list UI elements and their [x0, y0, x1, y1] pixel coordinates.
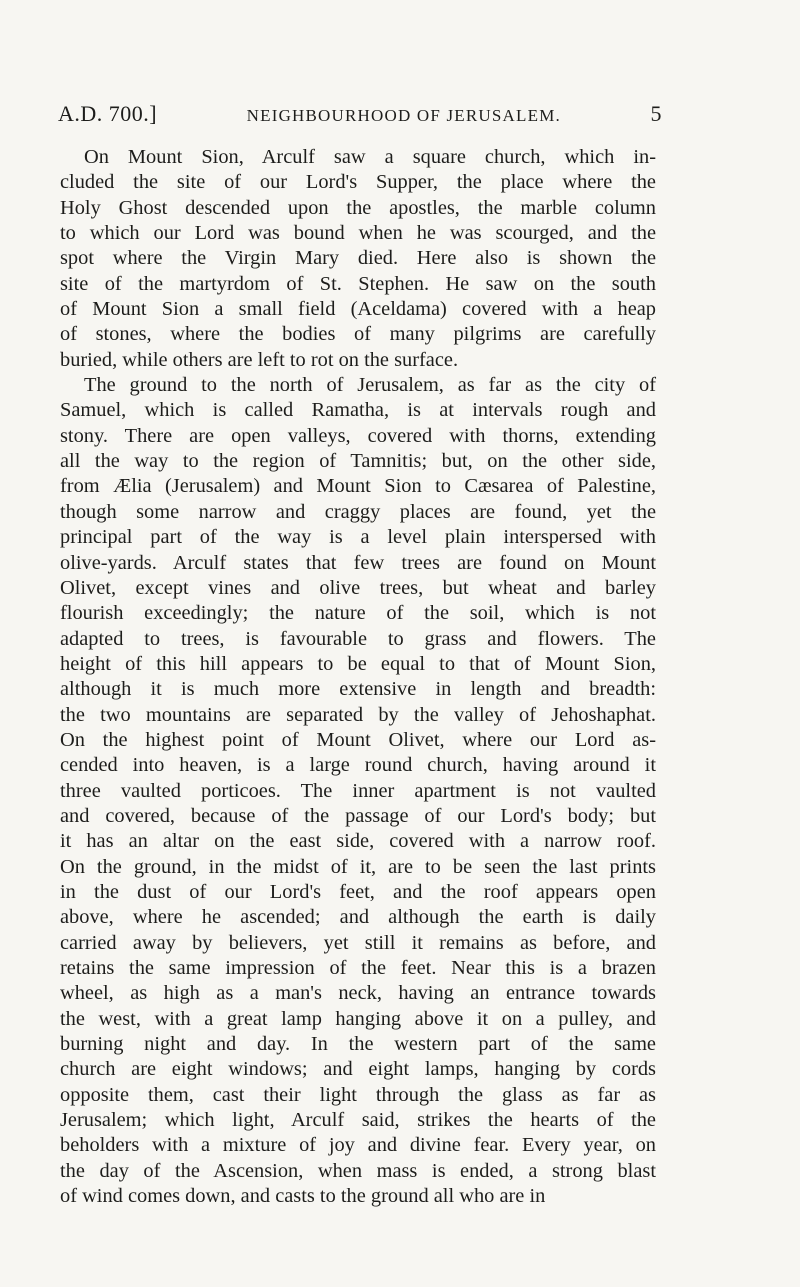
text-line: principal part of the way is a level plain interspersed with [60, 526, 656, 549]
text-line: On the highest point of Mount Olivet, where our Lord as- [60, 728, 656, 751]
text-line: to which our Lord was bound when he was scourged, and the [60, 222, 656, 245]
text-line: stony. There are open valleys, covered with thorns, extending [60, 424, 656, 447]
text-line: On the ground, in the midst of it, are to be seen the last prints [60, 855, 656, 878]
header-date: A.D. 700.] [58, 101, 158, 126]
text-line: adapted to trees, is favourable to grass and flowers. The [60, 627, 656, 650]
text-line: the west, with a great lamp hanging above it on a pulley, and [60, 1007, 656, 1030]
text-line: three vaulted porticoes. The inner apartment is not vaulted [60, 779, 656, 802]
text-line: cended into heaven, is a large round church, having around it [60, 754, 656, 777]
text-line: the day of the Ascension, when mass is ended, a strong blast [60, 1159, 656, 1182]
text-line: although it is much more extensive in length and breadth: [60, 678, 656, 701]
text-line: site of the martyrdom of St. Stephen. He saw on the south [60, 272, 656, 295]
text-line: beholders with a mixture of joy and divine fear. Every year, on [60, 1134, 656, 1157]
text-line: opposite them, cast their light through the glass as far as [60, 1083, 656, 1106]
text-line: cluded the site of our Lord's Supper, the place where the [60, 171, 656, 194]
text-line: it has an altar on the east side, covered with a narrow roof. [60, 830, 656, 853]
text-line: Holy Ghost descended upon the apostles, the marble column [60, 196, 656, 219]
text-line: in the dust of our Lord's feet, and the roof appears open [60, 880, 656, 903]
text-line: above, where he ascended; and although the earth is daily [60, 906, 656, 929]
text-line: The ground to the north of Jerusalem, as far as the city of [84, 374, 656, 397]
text-line: all the way to the region of Tamnitis; but, on the other side, [60, 450, 656, 473]
running-head [58, 101, 662, 129]
text-line: though some narrow and craggy places are found, yet the [60, 500, 656, 523]
text-line: carried away by believers, yet still it remains as before, and [60, 931, 656, 954]
body-text [60, 145, 656, 1209]
text-line: church are eight windows; and eight lamps, hanging by cords [60, 1058, 656, 1081]
header-title: NEIGHBOURHOOD OF JERUSALEM. [246, 106, 561, 125]
text-line: and covered, because of the passage of our Lord's body; but [60, 804, 656, 827]
text-line: height of this hill appears to be equal to that of Mount Sion, [60, 652, 656, 675]
text-line: of stones, where the bodies of many pilgrims are carefully [60, 323, 656, 346]
text-line: Jerusalem; which light, Arculf said, strikes the hearts of the [60, 1109, 656, 1132]
text-line: Olivet, except vines and olive trees, but wheat and barley [60, 576, 656, 599]
text-line: On Mount Sion, Arculf saw a square church, which in- [84, 146, 656, 168]
text-line: buried, while others are left to rot on the surface. [60, 348, 459, 371]
page-number: 5 [650, 101, 662, 126]
text-line: from Ælia (Jerusalem) and Mount Sion to Cæsarea of Palestine, [60, 475, 656, 498]
text-line: retains the same impression of the feet. Near this is a brazen [60, 957, 656, 979]
text-line: of wind comes down, and casts to the ground all who are in [60, 1185, 546, 1208]
text-line: olive-yards. Arculf states that few trees are found on Mount [60, 551, 656, 574]
text-line: Samuel, which is called Ramatha, is at intervals rough and [60, 399, 656, 422]
text-line: the two mountains are separated by the valley of Jehoshaphat. [60, 703, 656, 726]
text-line: wheel, as high as a man's neck, having an entrance towards [60, 982, 656, 1005]
text-line: of Mount Sion a small field (Aceldama) covered with a heap [60, 298, 656, 321]
text-line: spot where the Virgin Mary died. Here also is shown the [60, 247, 656, 270]
text-line: flourish exceedingly; the nature of the soil, which is not [60, 602, 656, 625]
text-line: burning night and day. In the western part of the same [60, 1033, 656, 1056]
